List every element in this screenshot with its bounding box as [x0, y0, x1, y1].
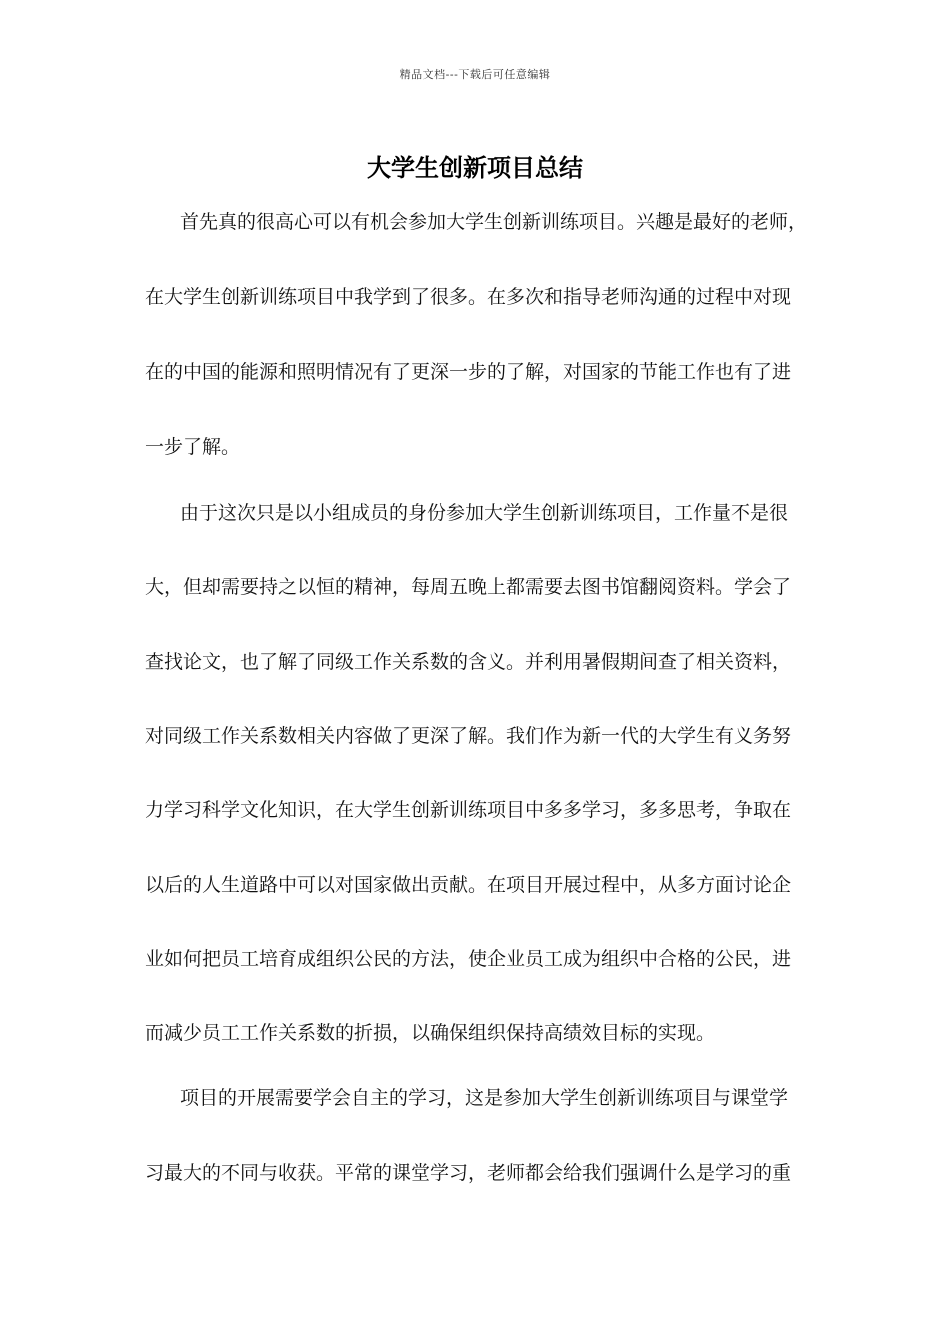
paragraph-2-line-6: 以后的人生道路中可以对国家做出贡献。在项目开展过程中，从多方面讨论企 — [145, 874, 792, 896]
paragraph-1-line-2: 在大学生创新训练项目中我学到了很多。在多次和指导老师沟通的过程中对现 — [145, 286, 792, 308]
paragraph-2-line-7: 业如何把员工培育成组织公民的方法，使企业员工成为组织中合格的公民，进 — [145, 948, 792, 970]
paragraph-2-line-4: 对同级工作关系数相关内容做了更深了解。我们作为新一代的大学生有义务努 — [145, 725, 792, 747]
paragraph-1-line-1: 首先真的很高心可以有机会参加大学生创新训练项目。兴趣是最好的老师， — [180, 211, 808, 233]
page-header-note: 精品文档---下载后可任意编辑 — [399, 68, 551, 81]
paragraph-2-line-2: 大，但却需要持之以恒的精神，每周五晚上都需要去图书馆翻阅资料。学会了 — [145, 576, 792, 598]
paragraph-2-line-3: 查找论文，也了解了同级工作关系数的含义。并利用暑假期间查了相关资料， — [145, 651, 792, 673]
paragraph-1-line-3: 在的中国的能源和照明情况有了更深一步的了解，对国家的节能工作也有了进 — [145, 361, 792, 383]
paragraph-2-line-8: 而减少员工工作关系数的折损，以确保组织保持高绩效目标的实现。 — [145, 1022, 716, 1044]
paragraph-1-line-4: 一步了解。 — [145, 436, 241, 458]
paragraph-2-line-1: 由于这次只是以小组成员的身份参加大学生创新训练项目，工作量不是很 — [180, 502, 789, 524]
document-title: 大学生创新项目总结 — [367, 153, 583, 182]
paragraph-3-line-2: 习最大的不同与收获。平常的课堂学习，老师都会给我们强调什么是学习的重 — [145, 1162, 792, 1184]
paragraph-3-line-1: 项目的开展需要学会自主的学习，这是参加大学生创新训练项目与课堂学 — [180, 1087, 789, 1109]
paragraph-2-line-5: 力学习科学文化知识，在大学生创新训练项目中多多学习，多多思考，争取在 — [145, 799, 792, 821]
